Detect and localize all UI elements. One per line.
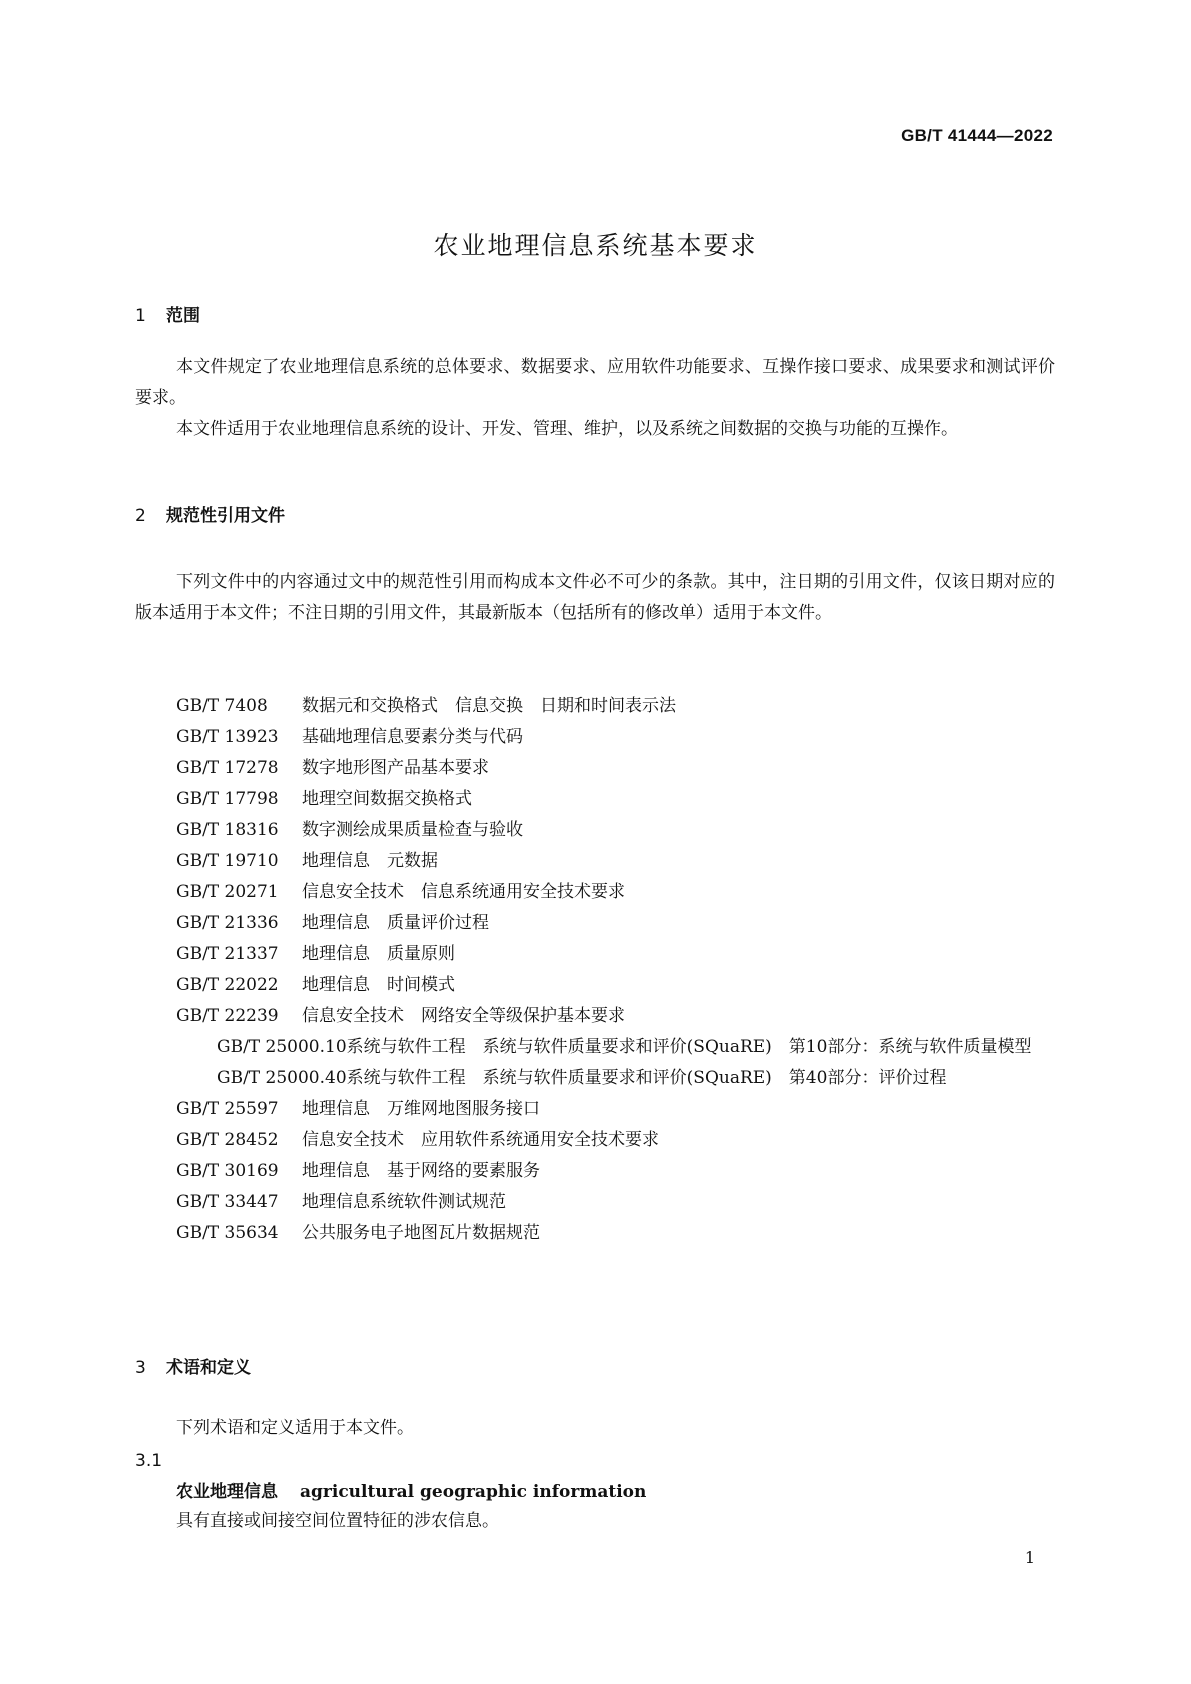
reference-code: GB/T 30169 bbox=[176, 1161, 279, 1181]
reference-code: GB/T 28452 bbox=[176, 1130, 279, 1150]
reference-title: 地理信息 质量原则 bbox=[302, 944, 455, 964]
section-number: 3 bbox=[135, 1358, 146, 1378]
document-title: 农业地理信息系统基本要求 bbox=[433, 231, 758, 260]
term-definition: 具有直接或间接空间位置特征的涉农信息。 bbox=[176, 1511, 499, 1531]
section-title: 范围 bbox=[166, 306, 200, 326]
reference-item bbox=[135, 753, 1055, 784]
term-chinese: 农业地理信息 bbox=[176, 1482, 278, 1502]
paragraph: 下列术语和定义适用于本文件。 bbox=[176, 1418, 414, 1438]
reference-code: GB/T 21337 bbox=[176, 944, 279, 964]
reference-code: GB/T 13923 bbox=[176, 727, 279, 747]
reference-code: GB/T 17278 bbox=[176, 758, 279, 778]
reference-title: 基础地理信息要素分类与代码 bbox=[302, 727, 523, 747]
term-number: 3.1 bbox=[135, 1451, 163, 1471]
reference-item bbox=[135, 970, 1055, 1001]
reference-item bbox=[135, 1094, 1055, 1125]
reference-title: 信息安全技术 信息系统通用安全技术要求 bbox=[302, 882, 625, 902]
reference-item bbox=[135, 722, 1055, 753]
reference-code: GB/T 18316 bbox=[176, 820, 279, 840]
reference-title: 公共服务电子地图瓦片数据规范 bbox=[302, 1223, 540, 1243]
reference-title: 地理信息 基于网络的要素服务 bbox=[302, 1161, 540, 1181]
reference-code: GB/T 33447 bbox=[176, 1192, 279, 1212]
reference-item bbox=[135, 1125, 1055, 1156]
section-title: 术语和定义 bbox=[166, 1358, 251, 1378]
section-title: 规范性引用文件 bbox=[166, 506, 285, 526]
reference-item bbox=[135, 846, 1055, 877]
reference-title: 数据元和交换格式 信息交换 日期和时间表示法 bbox=[302, 696, 676, 716]
reference-title: 数字地形图产品基本要求 bbox=[302, 758, 489, 778]
section-heading-normative-references bbox=[135, 501, 285, 526]
reference-item bbox=[135, 877, 1055, 908]
reference-code: GB/T 22022 bbox=[176, 975, 279, 995]
reference-code: GB/T 35634 bbox=[176, 1223, 279, 1243]
reference-title: 信息安全技术 应用软件系统通用安全技术要求 bbox=[302, 1130, 659, 1150]
reference-code: GB/T 25597 bbox=[176, 1099, 279, 1119]
reference-title: 系统与软件工程 系统与软件质量要求和评价(SQuaRE) 第10部分：系统与软件质量模型 bbox=[346, 1037, 1032, 1057]
reference-title: 地理信息 万维网地图服务接口 bbox=[302, 1099, 540, 1119]
reference-title: 信息安全技术 网络安全等级保护基本要求 bbox=[302, 1006, 625, 1026]
reference-code: GB/T 22239 bbox=[176, 1006, 279, 1026]
reference-item bbox=[135, 1063, 1055, 1094]
section-heading-scope bbox=[135, 301, 200, 326]
reference-item bbox=[135, 1001, 1055, 1032]
reference-title: 地理信息 质量评价过程 bbox=[302, 913, 489, 933]
reference-code: GB/T 17798 bbox=[176, 789, 279, 809]
paragraph: 本文件规定了农业地理信息系统的总体要求、数据要求、应用软件功能要求、互操作接口要求、成果要求和测试评价要求。 bbox=[135, 357, 1055, 408]
reference-item bbox=[135, 1187, 1055, 1218]
reference-item bbox=[135, 939, 1055, 970]
reference-title: 数字测绘成果质量检查与验收 bbox=[302, 820, 523, 840]
term-entry bbox=[176, 1477, 646, 1502]
paragraph: 本文件适用于农业地理信息系统的设计、开发、管理、维护，以及系统之间数据的交换与功能的互操作。 bbox=[176, 419, 958, 439]
reference-title: 地理信息系统软件测试规范 bbox=[302, 1192, 506, 1212]
reference-code: GB/T 21336 bbox=[176, 913, 279, 933]
reference-item bbox=[135, 1156, 1055, 1187]
reference-title: 地理空间数据交换格式 bbox=[302, 789, 472, 809]
section-heading-terms bbox=[135, 1353, 251, 1378]
paragraph: 下列文件中的内容通过文中的规范性引用而构成本文件必不可少的条款。其中，注日期的引用文件，仅该日期对应的版本适用于本文件；不注日期的引用文件，其最新版本（包括所有的修改单）适用于本文件。 bbox=[135, 572, 1055, 623]
section-number: 1 bbox=[135, 306, 146, 326]
standard-number: GB/T 41444—2022 bbox=[901, 126, 1053, 145]
reference-title: 地理信息 元数据 bbox=[302, 851, 438, 871]
reference-code: GB/T 7408 bbox=[176, 696, 268, 716]
reference-list bbox=[135, 691, 1055, 1249]
reference-code: GB/T 20271 bbox=[176, 882, 279, 902]
reference-item bbox=[135, 908, 1055, 939]
term-english: agricultural geographic information bbox=[300, 1482, 647, 1502]
reference-code: GB/T 19710 bbox=[176, 851, 279, 871]
reference-title: 系统与软件工程 系统与软件质量要求和评价(SQuaRE) 第40部分：评价过程 bbox=[346, 1068, 947, 1088]
page-number: 1 bbox=[1024, 1548, 1035, 1567]
section-number: 2 bbox=[135, 506, 146, 526]
reference-code: GB/T 25000.40 bbox=[217, 1068, 347, 1088]
reference-item bbox=[135, 1218, 1055, 1249]
reference-item bbox=[135, 815, 1055, 846]
reference-item bbox=[135, 1032, 1055, 1063]
reference-item bbox=[135, 691, 1055, 722]
reference-code: GB/T 25000.10 bbox=[217, 1037, 347, 1057]
reference-title: 地理信息 时间模式 bbox=[302, 975, 455, 995]
reference-item bbox=[135, 784, 1055, 815]
